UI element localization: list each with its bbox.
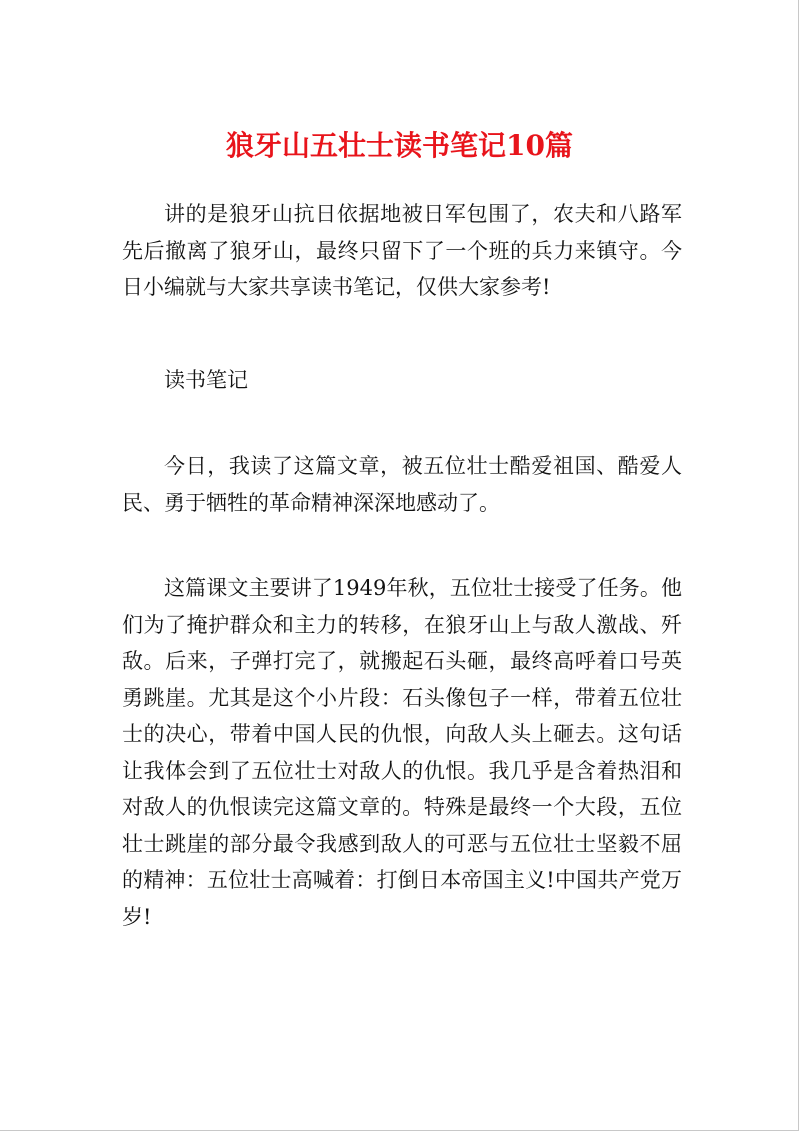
body-paragraph: 今日，我读了这篇文章，被五位壮士酷爱祖国、酷爱人民、勇于牺牲的革命精神深深地感动了。	[122, 454, 682, 515]
section-heading: 读书笔记	[164, 368, 248, 392]
body-paragraph: 这篇课文主要讲了1949年秋，五位壮士接受了任务。他们为了掩护群众和主力的转移，在狼牙山上与敌人激战、歼敌。后来，子弹打完了，就搬起石头砸，最终高呼着口号英勇跳崖。尤其是这个小片段：石头像包子一样，带着五位壮士的决心，带着中国人民的仇恨，向敌人头上砸去。这句话让我体会到了五位壮士对敌人的仇恨。我几乎是含着热泪和对敌人的仇恨读完这篇文章的。特殊是最终一个大段，五位壮士跳崖的部分最令我感到敌人的可恶与五位壮士坚毅不屈的精神：五位壮士高喊着：打倒日本帝国主义!中国共产党万岁!	[122, 576, 682, 929]
document-title: 狼牙山五壮士读书笔记10篇	[226, 129, 573, 162]
intro-paragraph: 讲的是狼牙山抗日依据地被日军包围了，农夫和八路军先后撤离了狼牙山，最终只留下了一个班的兵力来镇守。今日小编就与大家共享读书笔记，仅供大家参考!	[122, 202, 682, 299]
